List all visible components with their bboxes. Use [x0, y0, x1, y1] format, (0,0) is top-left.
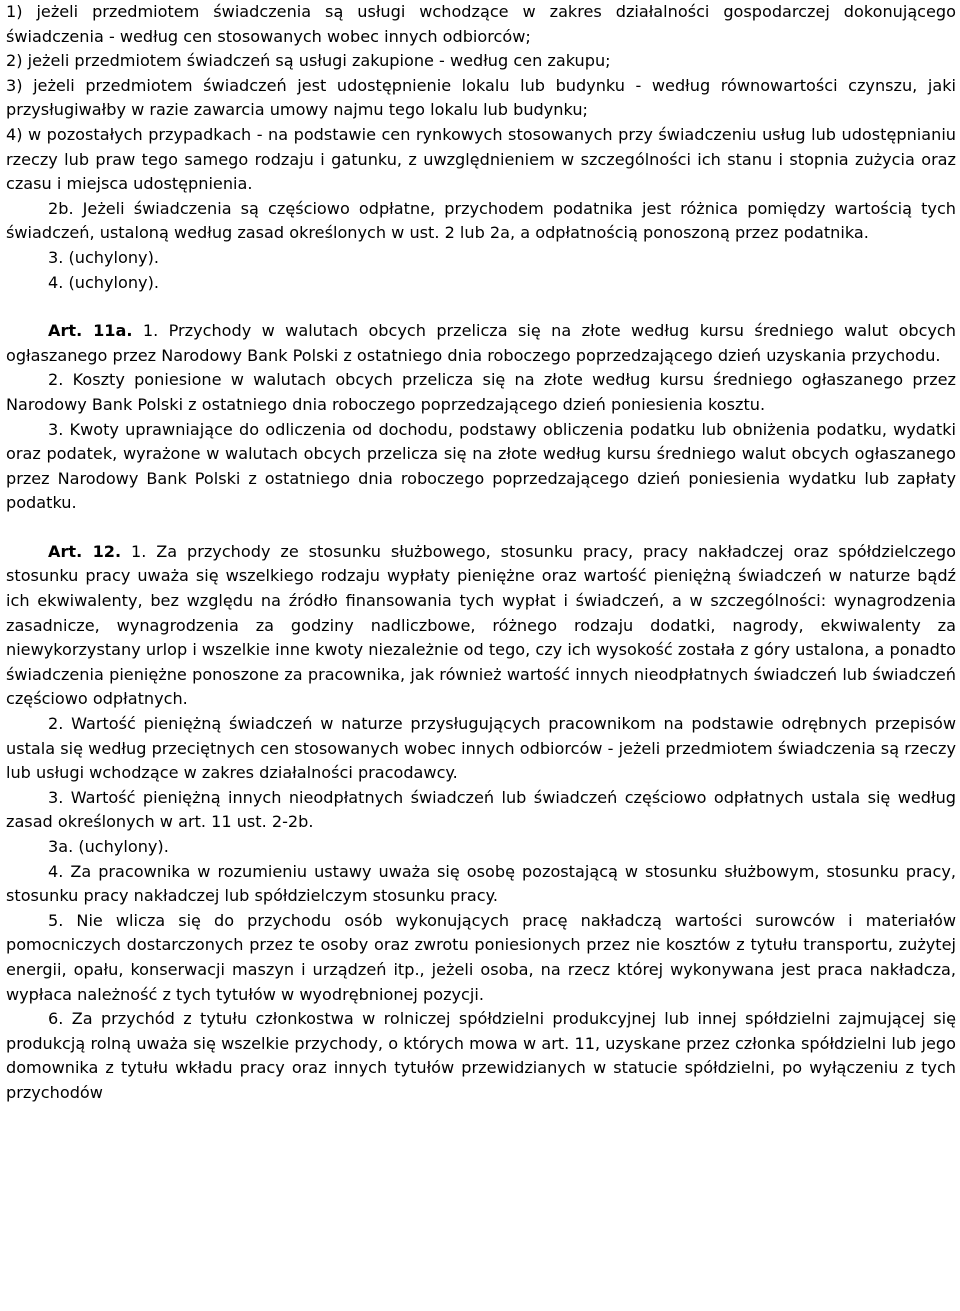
paragraph-3-repealed: 3. (uchylony). [48, 247, 159, 267]
paragraph-2b: 2b. Jeżeli świadczenia są częściowo odpłatne, przychodem podatnika jest różnica pomiędzy wartością tych świadczeń, ustaloną według zasad określonych w ust. 2 lub 2a, a odpłatnością ponoszoną przez podatnika. [6, 198, 956, 243]
art-11a-paragraph-1 [6, 319, 956, 368]
section-wartosc-swiadczen [6, 0, 956, 295]
art-11a-heading: Art. 11a. [48, 321, 133, 341]
section-spacer [6, 516, 956, 540]
art-12-paragraph-5: 5. Nie wlicza się do przychodu osób wykonujących pracę nakładczą wartości surowców i materiałów pomocniczych dostarczonych przez te osoby oraz zwrotu poniesionych przez nie kosztów z tytułu transportu, zużytej energii, opału, konserwacji maszyn i urządzeń itp., jeżeli osoba, na rzecz której wykonywana jest praca nakładcza, wypłaca należność z tych tytułów w wyodrębnionej pozycji. [6, 910, 956, 1004]
art-12-paragraph-1-text: 1. Za przychody ze stosunku służbowego, stosunku pracy, pracy nakładczej oraz spółdzielczego stosunku pracy uważa się wszelkiego rodzaju wypłaty pieniężne oraz wartość pieniężną świadczeń w naturze bądź ich ekwiwalenty, bez względu na źródło finansowania tych wypłat i świadczeń, a w szczególności: wynagrodzenia zasadnicze, wynagrodzenia za godziny nadliczbowe, różnego rodzaju dodatki, nagrody, ekwiwalenty za niewykorzystany urlop i wszelkie inne kwoty niezależnie od tego, czy ich wysokość została z góry ustalona, a ponadto świadczenia pieniężne ponoszone za pracownika, jak również wartość innych nieodpłatnych świadczeń lub świadczeń częściowo odpłatnych. [6, 541, 956, 709]
art-11a-paragraph-2: 2. Koszty poniesione w walutach obcych przelicza się na złote według kursu średniego ogłaszanego przez Narodowy Bank Polski z ostatniego dnia roboczego poprzedzającego dzień poniesienia kosztu. [6, 370, 956, 414]
art-11a-paragraph-3: 3. Kwoty uprawniające do odliczenia od dochodu, podstawy obliczenia podatku lub obniżenia podatku, wydatki oraz podatek, wyrażone w walutach obcych przelicza się na złote według kursu średniego walut obcych ogłaszanego przez Narodowy Bank Polski z ostatniego dnia roboczego poprzedzającego dzień poniesienia wydatku lub zapłaty podatku. [6, 419, 956, 513]
art-11a-paragraph-1-text: 1. Przychody w walutach obcych przelicza się na złote według kursu średniego walut obcych ogłaszanego przez Narodowy Bank Polski z ostatniego dnia roboczego poprzedzającego dzień uzyskania przychodu. [6, 321, 956, 365]
art-12-paragraph-3: 3. Wartość pieniężną innych nieodpłatnych świadczeń lub świadczeń częściowo odpłatnych ustala się według zasad określonych w art. 11 ust. 2-2b. [6, 787, 956, 832]
paragraph-4-repealed: 4. (uchylony). [48, 272, 159, 292]
art-12-heading: Art. 12. [48, 541, 122, 561]
point-3: 3) jeżeli przedmiotem świadczeń jest udostępnienie lokalu lub budynku - według równowartości czynszu, jaki przysługiwałby w razie zawarcia umowy najmu tego lokalu lub budynku; [6, 75, 956, 120]
art-12-paragraph-2: 2. Wartość pieniężną świadczeń w naturze przysługujących pracownikom na podstawie odrębnych przepisów ustala się według przeciętnych cen stosowanych wobec innych odbiorców - jeżeli przedmiotem świadczenia są rzeczy lub usługi wchodzące w zakres działalności pracodawcy. [6, 714, 956, 783]
art-12-paragraph-1 [6, 540, 956, 712]
point-2: 2) jeżeli przedmiotem świadczeń są usługi zakupione - według cen zakupu; [6, 51, 611, 71]
section-spacer [6, 295, 956, 319]
art-12-paragraph-6: 6. Za przychód z tytułu członkostwa w rolniczej spółdzielni produkcyjnej lub innej spółdzielni zajmującej się produkcją rolną uważa się wszelkie przychody, o których mowa w art. 11, uzyskane przez członka spółdzielni lub jego domownika z tytułu wkładu pracy oraz innych tytułów przewidzianych w statucie spółdzielni, po wyłączeniu z tych przychodów [6, 1009, 956, 1102]
article-11a [6, 319, 956, 516]
point-4: 4) w pozostałych przypadkach - na podstawie cen rynkowych stosowanych przy świadczeniu usług lub udostępnianiu rzeczy lub praw tego samego rodzaju i gatunku, z uwzględnieniem w szczególności ich stanu i stopnia zużycia oraz czasu i miejsca udostępnienia. [6, 124, 956, 194]
point-1: 1) jeżeli przedmiotem świadczenia są usługi wchodzące w zakres działalności gospodarczej dokonującego świadczenia - według cen stosowanych wobec innych odbiorców; [6, 2, 956, 46]
article-12 [6, 540, 956, 1106]
art-12-paragraph-4: 4. Za pracownika w rozumieniu ustawy uważa się osobę pozostającą w stosunku służbowym, stosunku pracy, stosunku pracy nakładczej lub spółdzielczym stosunku pracy. [6, 861, 956, 906]
art-12-paragraph-3a: 3a. (uchylony). [48, 837, 169, 856]
